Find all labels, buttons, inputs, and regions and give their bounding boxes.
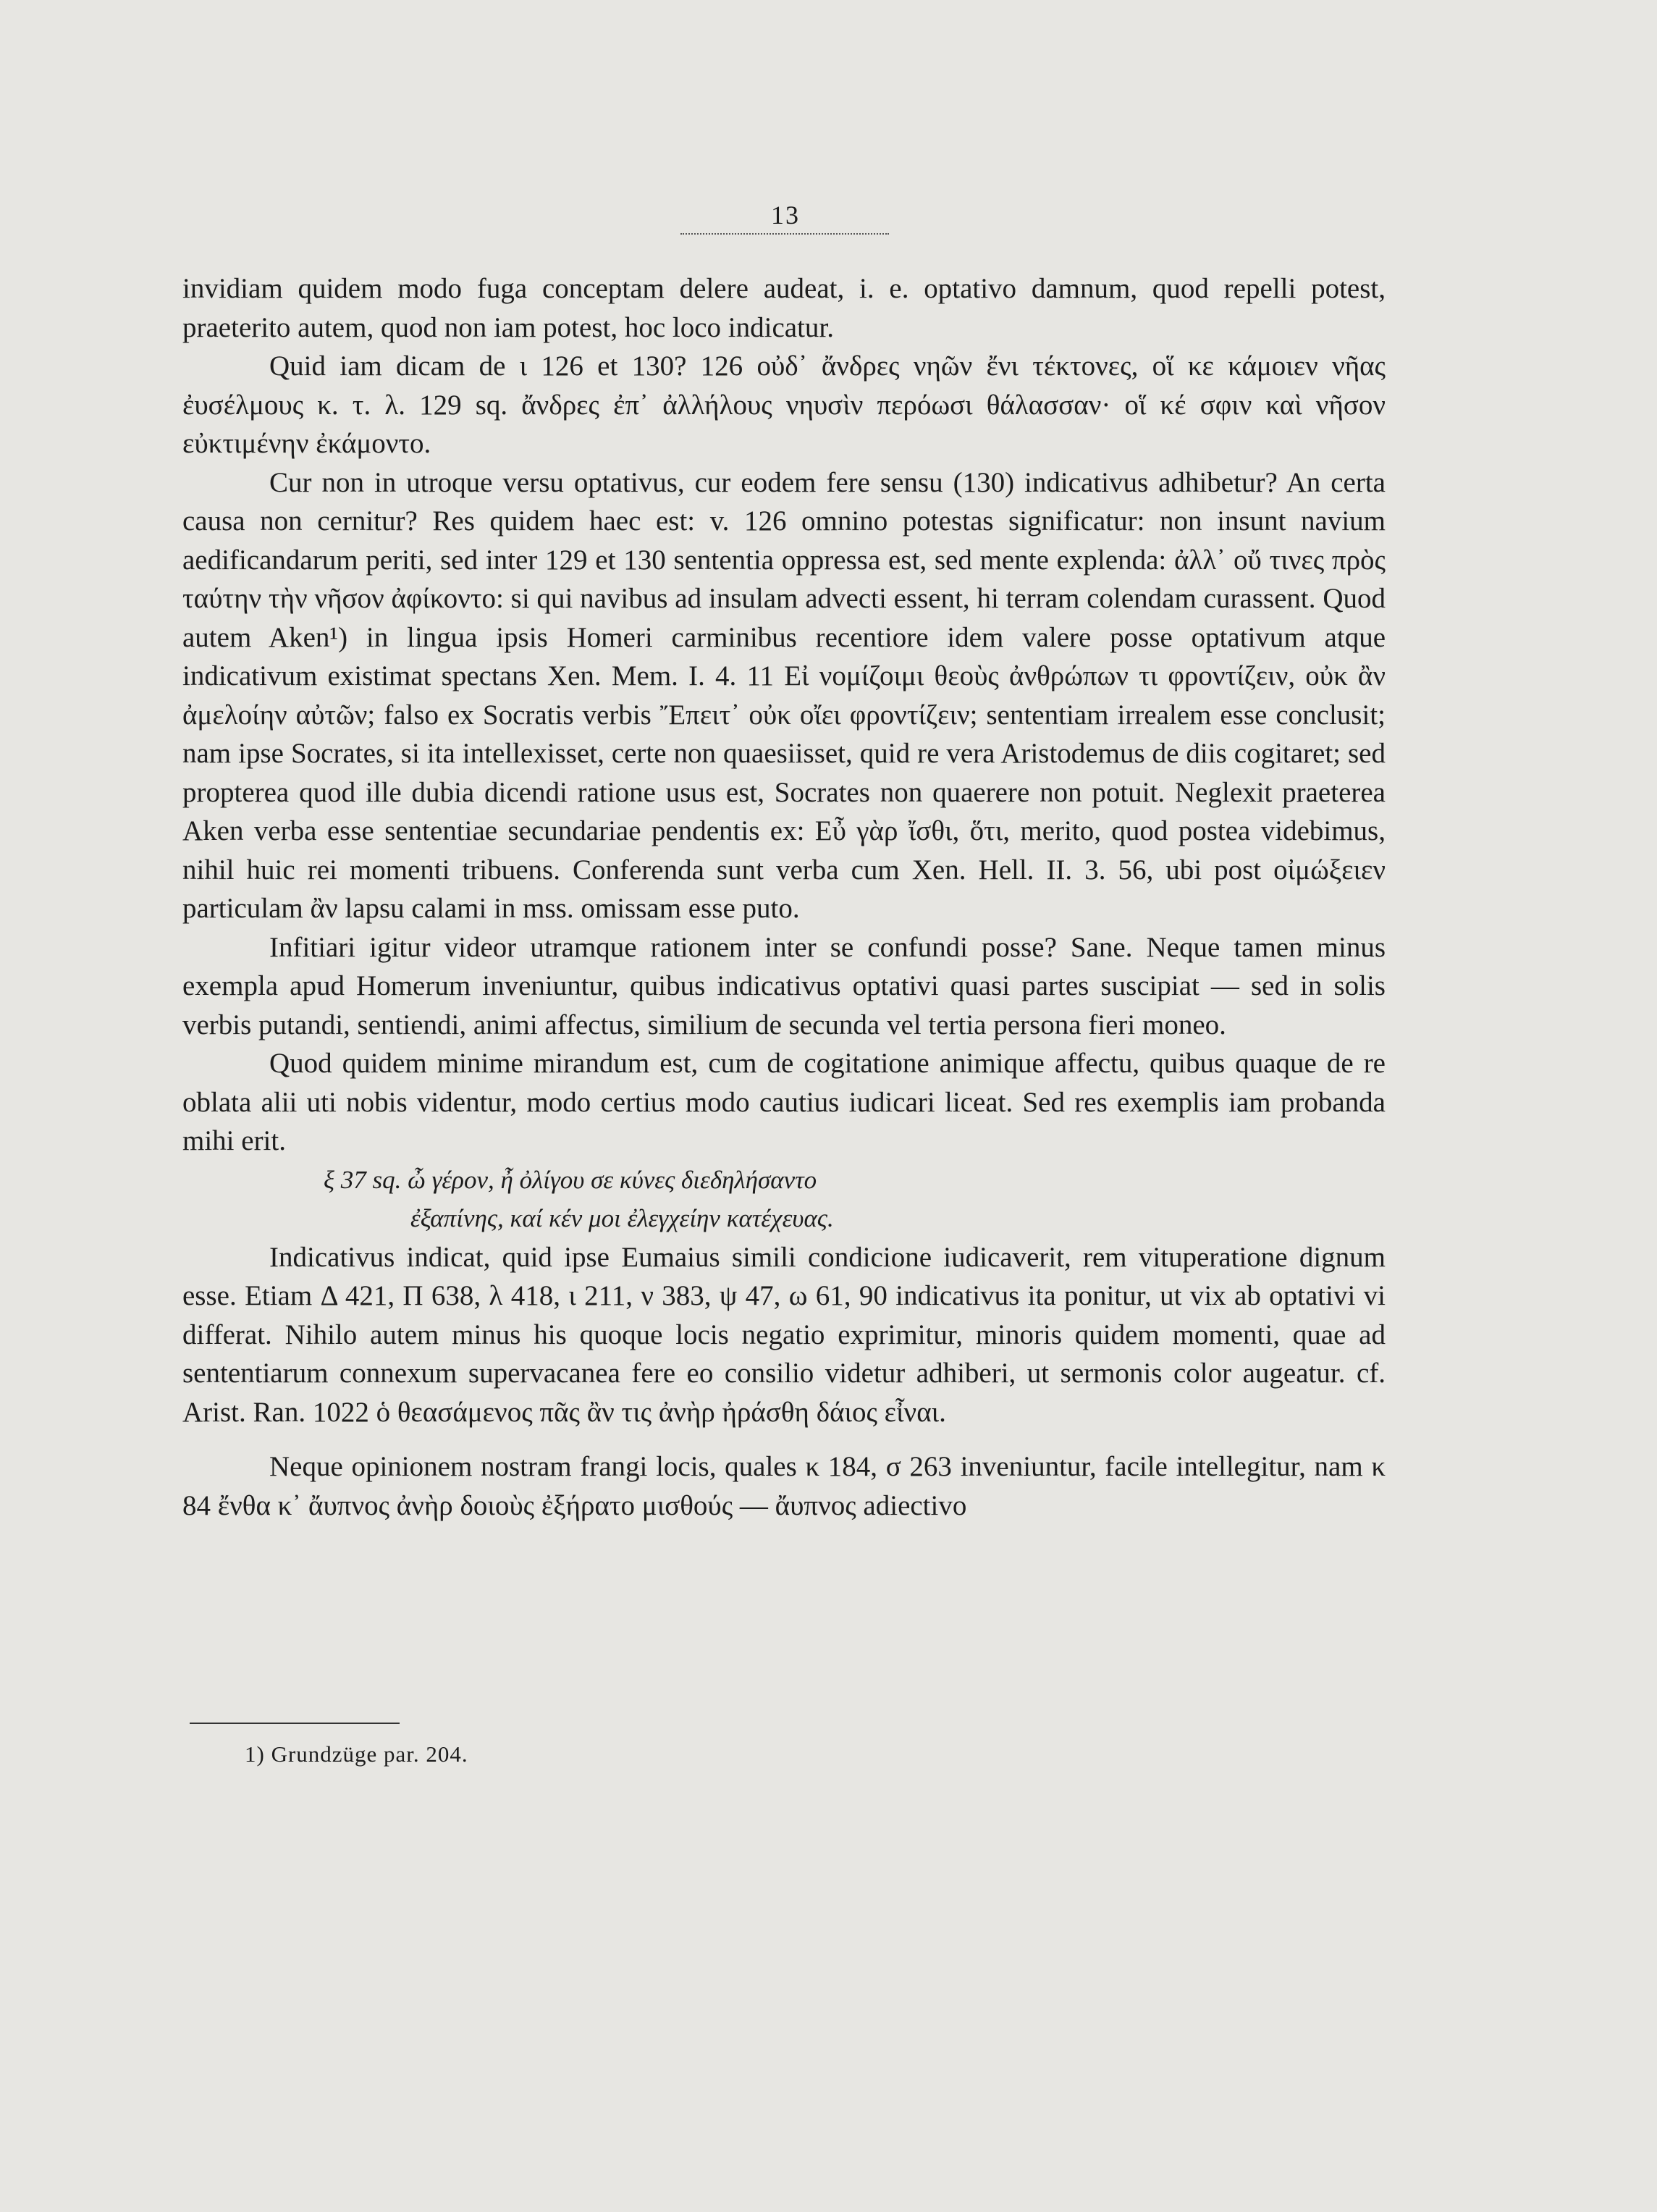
quote-line-2: ἐξαπίνης, καί κέν μοι ἐλεγχείην κατέχευας. xyxy=(410,1204,834,1232)
paragraph-3: Cur non in utroque versu optativus, cur eodem fere sensu (130) indicativus adhibetur? An certa causa non cernitur? Res quidem haec est: v. 126 omnino potestas significatur: non insunt navium aedificandarum periti, sed inter 129 et 130 sententia oppressa est, sed mente explenda: ἀλλ᾽ οὔ τινες πρὸς ταύτην τὴν νῆσον ἀφίκοντο: si qui navibus ad insulam advecti essent, hi terram colendam curassent. Quod autem Aken¹) in lingua ipsis Homeri carminibus recentiore idem valere posse optativum atque indicativum existimat spectans Xen. Mem. I. 4. 11 Εἰ νομίζοιμι θεοὺς ἀνθρώπων τι φροντίζειν, οὐκ ἂν ἀμελοίην αὐτῶν; falso ex Socratis verbis Ἔπειτ᾽ οὐκ οἴει φροντίζειν; sententiam irrealem esse conclusit; nam ipse Socrates, si ita intellexisset, certe non quaesiisset, quid re vera Aristodemus de diis cogitaret; sed propterea quod ille dubia dicendi ratione usus est, Socrates non quaerere non potuit. Neglexit praeterea Aken verba esse sententiae secundariae pendentis ex: Εὖ γὰρ ἴσθι, ὅτι, merito, quod postea videbimus, nihil huic rei momenti tribuens. Conferenda sunt verba cum Xen. Hell. II. 3. 56, ubi post οἰμώξειεν particulam ἂν lapsu calami in mss. omissam esse puto. xyxy=(182,466,1386,924)
paragraph-7: Neque opinionem nostram frangi locis, quales κ 184, σ 263 inveniuntur, facile intellegitur, nam κ 84 ἔνθα κ᾽ ἄυπνος ἀνὴρ δοιοὺς ἐξήρατο μισθούς — ἄυπνος adiectivo xyxy=(182,1451,1386,1521)
paragraph-spacer xyxy=(182,1431,1386,1447)
paragraph-5: Quod quidem minime mirandum est, cum de cogitatione animique affectu, quibus quaque de re oblata alii uti nobis videntur, modo certius modo cautius iudicari liceat. Sed res exemplis iam probanda mihi erit. xyxy=(182,1048,1386,1156)
header-rule xyxy=(680,233,889,235)
body-text xyxy=(182,269,1386,1525)
quote-line-1: ξ 37 sq. ὦ γέρον, ἦ ὀλίγου σε κύνες διεδηλήσαντο xyxy=(324,1165,817,1194)
paragraph-6: Indicativus indicat, quid ipse Eumaius simili condicione iudicaverit, rem vituperatione dignum esse. Etiam Δ 421, Π 638, λ 418, ι 211, ν 383, ψ 47, ω 61, 90 indicativus ita ponitur, ut vix ab optativi vi differat. Nihilo autem minus his quoque locis negatio exprimitur, minoris quidem momenti, quae ad sententiarum connexum supervacanea fere eo consilio videtur adhiberi, ut sermonis color augeatur. cf. Arist. Ran. 1022 ὁ θεασάμενος πᾶς ἂν τις ἀνὴρ ἠράσθη δάιος εἶναι. xyxy=(182,1241,1386,1428)
footnote-rule xyxy=(190,1723,400,1724)
footnote: 1) Grundzüge par. 204. xyxy=(245,1741,468,1767)
paragraph-2: Quid iam dicam de ι 126 et 130? 126 οὐδ᾽ ἄνδρες νηῶν ἔνι τέκτονες, οἵ κε κάμοιεν νῆας ἐυσέλμους κ. τ. λ. 129 sq. ἄνδρες ἐπ᾽ ἀλλήλους νηυσὶν περόωσι θάλασσαν· οἵ κέ σφιν καὶ νῆσον εὐκτιμένην ἐκάμοντο. xyxy=(182,350,1386,459)
paragraph-1: invidiam quidem modo fuga conceptam delere audeat, i. e. optativo damnum, quod repelli potest, praeterito autem, quod non iam potest, hoc loco indicatur. xyxy=(182,273,1386,343)
paragraph-4: Infitiari igitur videor utramque rationem inter se confundi posse? Sane. Neque tamen minus exempla apud Homerum inveniuntur, quibus indicativus optativi quasi partes suscipiat — sed in solis verbis putandi, sentiendi, animi affectus, similium de secunda vel tertia persona fieri moneo. xyxy=(182,931,1386,1040)
page-number: 13 xyxy=(771,201,800,230)
